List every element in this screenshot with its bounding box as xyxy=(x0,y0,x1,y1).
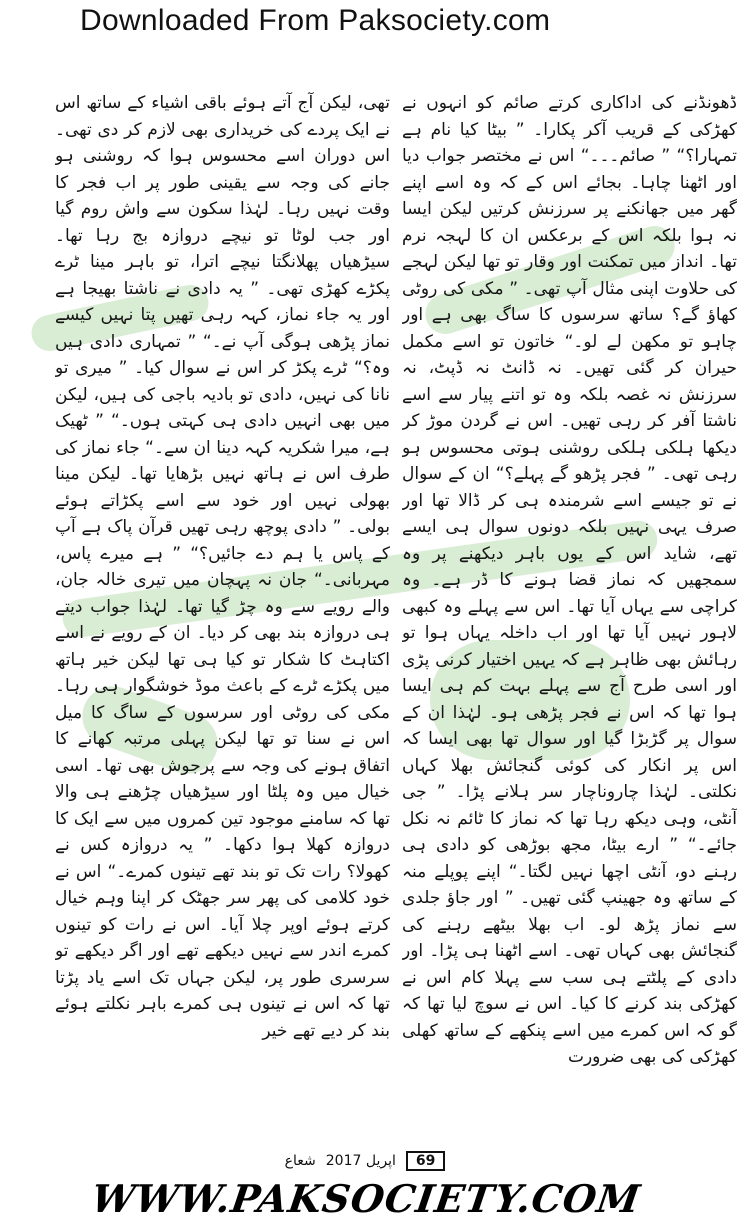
download-source-header: Downloaded From Paksociety.com xyxy=(80,4,551,37)
issue-date: اپریل 2017 xyxy=(325,1153,396,1169)
page-number: 69 xyxy=(406,1151,445,1171)
page-footer xyxy=(270,1150,460,1172)
column-text: ڈھونڈنے کی اداکاری کرتے صائم کو انہوں نے کھڑکی کے قریب آکر پکارا۔ ” بیٹا کیا نام ہے تمہارا؟“ ” صائم۔۔۔“ اس نے مختصر جواب دیا اور اٹھنا چاہا۔ بجائے اس کے کہ وہ اسے اپنے گھر میں جھانکنے پر سرزنش کرتیں لیکن ایسا نہ ہوا بلکہ اس کے برعکس ان کا لہجہ نرم تھا۔ انداز میں تمکنت اور وقار تو تھا لیکن لہجے کی حلاوت اپنی مثال آپ تھی۔ ” مکی کی روٹی کھاؤ گے؟ ساتھ سرسوں کا ساگ بھی ہے اور چاہو تو مکھن لے لو۔“ خاتون تو اسے مکمل حیران کر گئی تھیں۔ نہ ڈانٹ نہ ڈپٹ، نہ سرزنش نہ غصہ بلکہ وہ تو اتنے پیار سے اسے ناشتا آفر کر رہی تھیں۔ اس نے گردن موڑ کر دیکھا ہلکی ہلکی روشنی ہوتی محسوس ہو رہی تھی۔ ” فجر پڑھو گے پہلے؟“ ان کے سوال نے تو جیسے اسے شرمندہ ہی کر ڈالا تھا اور صرف یہی نہیں بلکہ دونوں سوال ہی ایسے تھے، شاید اس کے یوں باہر دیکھنے پر وہ سمجھیں کہ نماز قضا ہونے کا ڈر ہے۔ وہ کراچی سے یہاں آیا تھا۔ اس سے پہلے وہ کبھی لاہور نہیں آیا تھا اور اب داخلہ یہاں ہوا تو رہائش بھی ظاہر ہے کہ یہیں اختیار کرنی پڑی اور اسی طرح آج سے پہلے بہت کم ہی ایسا ہوا تھا کہ اس نے فجر پڑھی ہو۔ لہٰذا ان کے سوال پر گڑبڑا گیا اور سوال تھا بھی ایسا کہ اس پر انکار کی کوئی گنجائش بھلا کہاں نکلتی۔ لہٰذا چاروناچار سر ہلانے پڑا۔ ” جی آنٹی، وہی دیکھ رہا تھا کہ نماز کا ٹائم نہ نکل جائے۔“ ” ارے بیٹا، مجھ بوڑھی کو دادی ہی رہنے دو، آنٹی اچھا نہیں لگتا۔“ اپنے پوپلے منہ کے ساتھ وہ جھینپ گئی تھیں۔ ” اور جاؤ جلدی سے نماز پڑھ لو۔ اب بھلا بیٹھے رہنے کی گنجائش بھی کہاں تھی۔ اسے اٹھنا ہی پڑا۔ اور دادی کے پلٹتے ہی سب سے پہلا کام اس نے کھڑکی بند کرنے کا کیا۔ اس نے سوچ لیا تھا کہ گو کہ اس کمرے میں اسے پنکھے کے ساتھ کھلی کھڑکی کی بھی ضرورت xyxy=(402,93,737,1067)
column-text: تھی، لیکن آج آتے ہوئے باقی اشیاء کے ساتھ اس نے ایک پردے کی خریداری بھی لازم کر دی تھی۔ اس دوران اسے محسوس ہوا کہ روشنی ہو جانے کی وجہ سے یقینی طور پر اب فجر کا وقت نہیں رہا۔ لہٰذا سکون سے واش روم گیا اور جب لوٹا تو نیچے دروازہ بج رہا تھا۔ سیڑھیاں پھلانگتا نیچے اترا، تو باہر مینا ٹرے پکڑے کھڑی تھی۔ ” یہ دادی نے ناشتا بھیجا ہے اور یہ جاء نماز، کہہ رہی تھیں پتا نہیں کیسے نماز پڑھی ہوگی آپ نے۔“ ” تمہاری دادی ہیں وہ؟“ ٹرے پکڑ کر اس نے سوال کیا۔ ” میری تو نانا کی نہیں، دادی تو بادیہ باجی کی ہیں، لیکن میں بھی انہیں دادی ہی کہتی ہوں۔“ ” ٹھیک ہے، میرا شکریہ کہہ دینا ان سے۔“ جاء نماز کی طرف اس نے ہاتھ نہیں بڑھایا تھا۔ لیکن مینا بھولی نہیں اور خود سے اسے پکڑاتے ہوئے بولی۔ ” دادی پوچھ رہی تھیں قرآن پاک ہے آپ کے پاس یا ہم دے جائیں؟“ ” ہے میرے پاس، مہربانی۔“ جان نہ پہچان میں تیری خالہ جان، والے رویے سے وہ چڑ گیا تھا۔ لہٰذا جواب دیتے ہی دروازہ بند بھی کر دیا۔ ان کے رویے نے اسے اکتاہٹ کا شکار تو کیا ہی تھا لیکن خیر ہاتھ میں پکڑے ٹرے کے باعث موڈ خوشگوار ہی رہا۔ مکی کی روٹی اور سرسوں کے ساگ کا میل اس نے سنا تو تھا لیکن پہلی مرتبہ کھانے کا اتفاق ہونے کی وجہ سے پرجوش بھی تھا۔ اسی خیال میں وہ پلٹا اور سیڑھیاں چڑھنے ہی والا تھا کہ سامنے موجود تین کمروں میں سے ایک کا دروازہ کھلا ہوا دکھا۔ ” یہ دروازہ کس نے کھولا؟ رات تک تو بند تھے تینوں کمرے۔“ اس نے خود کلامی کی پھر سر جھٹک کر اپنا وہم خیال کرتے ہوئے اوپر چلا آیا۔ اس نے رات کو تینوں کمرے اندر سے نہیں دیکھے تھے اور اگر دیکھے تو سرسری طور پر، لیکن جہاں تک اسے یاد پڑتا تھا کہ اس نے تینوں ہی کمرے باہر نکلتے ہوئے بند کر دیے تھے خیر xyxy=(55,93,390,1041)
magazine-name: شعاع xyxy=(284,1153,316,1169)
site-url-banner: WWW.PAKSOCIETY.COM xyxy=(88,1176,644,1221)
article-column-right xyxy=(402,90,737,1140)
article-column-left xyxy=(55,90,390,1140)
